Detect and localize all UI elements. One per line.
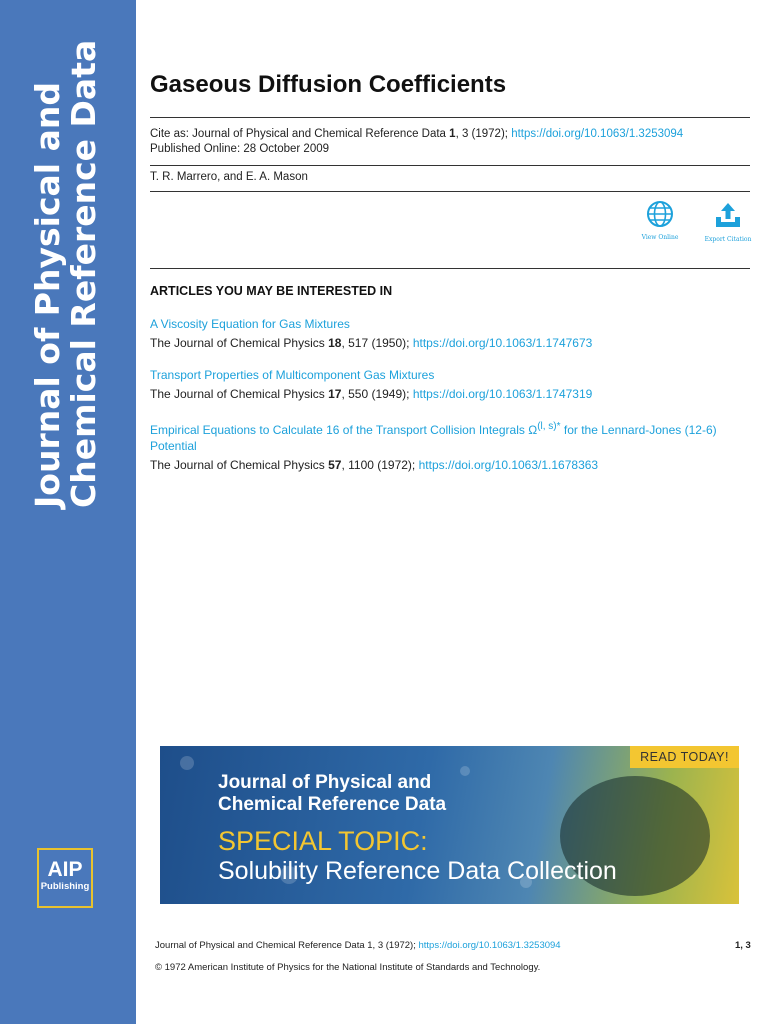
- journal-pages: , 550 (1949);: [341, 387, 413, 401]
- divider: [150, 117, 750, 118]
- sidebar-title-line2: Chemical Reference Data: [64, 39, 103, 508]
- banner-special-topic: SPECIAL TOPIC:: [218, 826, 428, 856]
- footer-cite-prefix: Journal of Physical and Chemical Reference Data 1, 3 (1972);: [155, 940, 419, 951]
- banner-journal-line2: Chemical Reference Data: [218, 794, 447, 815]
- journal-pages: , 517 (1950);: [341, 336, 413, 350]
- journal-name: The Journal of Chemical Physics: [150, 387, 329, 401]
- cite-volume: 1: [449, 128, 456, 140]
- journal-pages: , 1100 (1972);: [341, 458, 419, 472]
- journal-volume: 18: [328, 336, 342, 350]
- view-online-label: View Online: [641, 234, 679, 241]
- divider: [150, 268, 750, 269]
- aip-publishing-logo[interactable]: [37, 848, 93, 908]
- divider: [150, 191, 750, 192]
- authors: T. R. Marrero, and E. A. Mason: [150, 171, 308, 183]
- title-superscript: (l, s)*: [537, 421, 561, 432]
- related-article: [150, 419, 750, 473]
- related-article-title[interactable]: [150, 419, 750, 454]
- export-icon: [713, 200, 743, 230]
- journal-sidebar: [0, 0, 136, 1024]
- sidebar-journal-title: [30, 38, 102, 508]
- divider: [150, 165, 750, 166]
- article-title: Gaseous Diffusion Coefficients: [150, 71, 507, 98]
- logo-publishing-text: Publishing: [40, 881, 90, 892]
- globe-icon: [646, 200, 674, 228]
- footer-citation: [155, 940, 561, 951]
- related-article-title[interactable]: Transport Properties of Multicomponent Gas Mixtures: [150, 368, 435, 382]
- related-articles-heading: ARTICLES YOU MAY BE INTERESTED IN: [150, 284, 393, 298]
- related-article: [150, 316, 750, 351]
- omega-symbol: Ω: [528, 423, 538, 437]
- journal-name: The Journal of Chemical Physics: [150, 458, 329, 472]
- related-article: [150, 367, 750, 402]
- sidebar-title-line1: Journal of Physical and: [28, 82, 67, 508]
- journal-volume: 57: [328, 458, 342, 472]
- cite-prefix: Cite as: Journal of Physical and Chemical Reference Data: [150, 128, 450, 140]
- logo-aip-text: AIP: [47, 858, 83, 881]
- special-topic-banner[interactable]: [160, 746, 739, 904]
- cite-suffix: , 3 (1972);: [455, 128, 512, 140]
- bubble-decoration: [460, 766, 470, 776]
- export-citation-label: Export Citation: [704, 236, 752, 243]
- view-online-button[interactable]: [630, 200, 690, 241]
- banner-journal-line1: Journal of Physical and: [218, 772, 432, 793]
- doi-link[interactable]: https://doi.org/10.1063/1.1747673: [412, 336, 593, 350]
- banner-collection-title: Solubility Reference Data Collection: [218, 857, 617, 885]
- bubble-decoration: [180, 756, 194, 770]
- doi-link[interactable]: https://doi.org/10.1063/1.3253094: [511, 128, 684, 140]
- related-article-title[interactable]: A Viscosity Equation for Gas Mixtures: [150, 317, 350, 331]
- doi-link[interactable]: https://doi.org/10.1063/1.1747319: [412, 387, 593, 401]
- title-part: Empirical Equations to Calculate 16 of the Transport Collision Integrals: [150, 423, 529, 437]
- footer-doi-link[interactable]: https://doi.org/10.1063/1.3253094: [418, 940, 561, 951]
- related-article-citation: [150, 386, 750, 402]
- page-reference: 1, 3: [735, 940, 751, 951]
- copyright-notice: © 1972 American Institute of Physics for the National Institute of Standards and Technology.: [155, 962, 541, 973]
- citation-line: [150, 128, 683, 140]
- journal-name: The Journal of Chemical Physics: [150, 336, 329, 350]
- banner-journal-title: [218, 772, 446, 816]
- title-part: for the Lennard-Jones (12-6) Potential: [150, 423, 717, 453]
- related-article-citation: [150, 457, 750, 473]
- doi-link[interactable]: https://doi.org/10.1063/1.1678363: [418, 458, 599, 472]
- export-citation-button[interactable]: [698, 200, 758, 243]
- published-date: Published Online: 28 October 2009: [150, 143, 330, 155]
- journal-volume: 17: [328, 387, 342, 401]
- related-article-citation: [150, 335, 750, 351]
- read-today-badge[interactable]: READ TODAY!: [630, 746, 739, 768]
